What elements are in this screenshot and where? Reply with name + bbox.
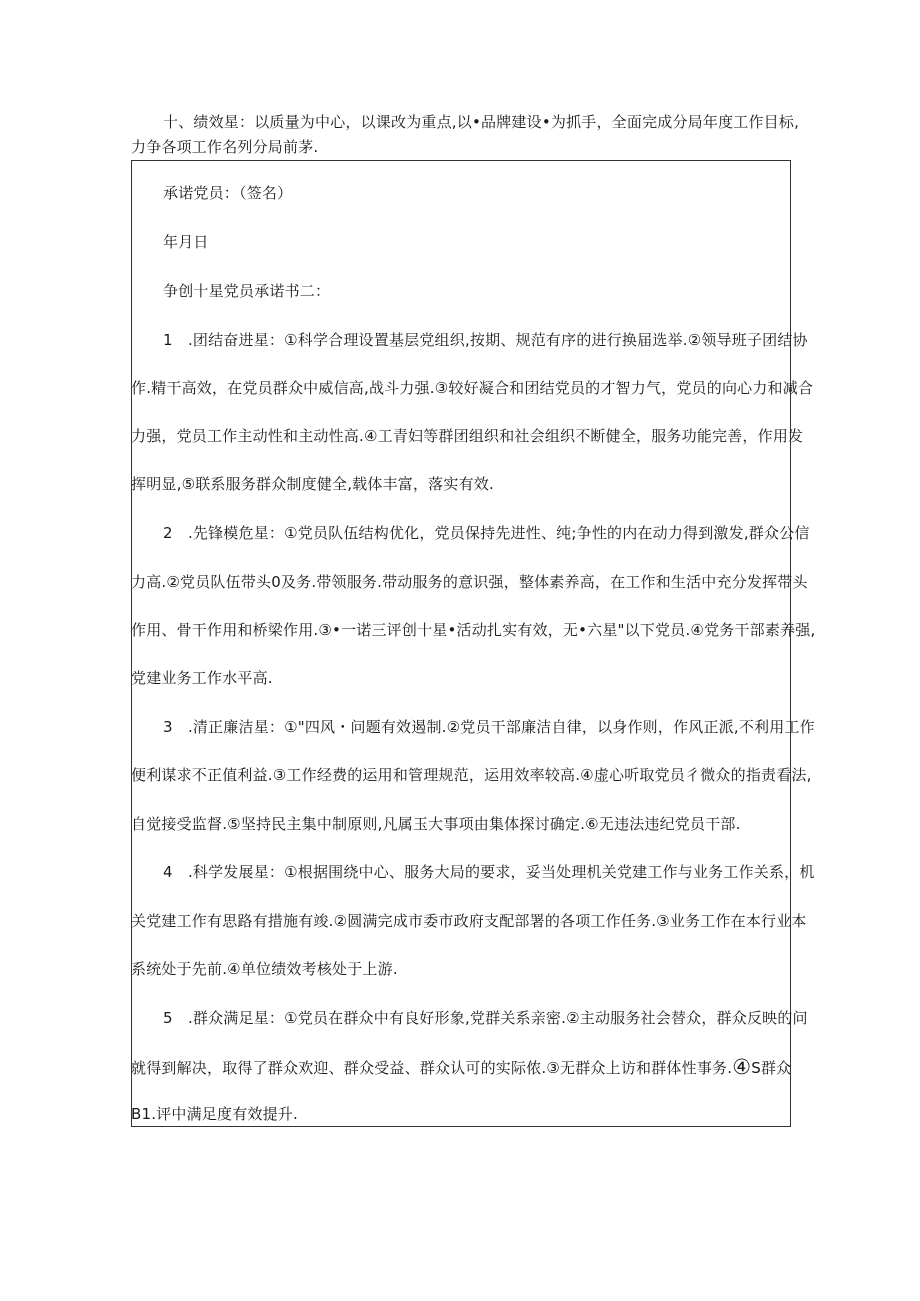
- section-5-line-2-tail: S群众: [751, 1059, 792, 1077]
- pledge-box: [131, 160, 791, 1127]
- section-5-line-2: [131, 1056, 791, 1078]
- section-1-line-1: 1 .团结奋进星：①科学合理设置基层党组织,按期、规范有序的进行换届选举.②领导班子团结协: [163, 331, 808, 349]
- section-3-line-1: 3 .清正廉洁星：①"四风・问题有效遏制.②党员干部廉洁自律，以身作则，作风正派,不利用工作: [163, 718, 815, 736]
- section-1-line-4: 挥明显,⑤联系服务群众制度健全,载体丰富，落实有效.: [131, 475, 494, 493]
- section-4-line-1: 4 .科学发展星：①根据围绕中心、服务大局的要求，妥当处理机关党建工作与业务工作关系，机: [163, 863, 815, 881]
- section-3-line-2: 便利谋求不正值利益.③工作经费的运用和管理规范，运用效率较高.④虚心听取党员彳微众的指责看法,: [131, 766, 812, 784]
- intro-line-1: 十、绩效星：以质量为中心，以课改为重点,以•品牌建设•为抓手，全面完成分局年度工作目标,: [163, 113, 800, 131]
- section-2-line-3: 作用、骨干作用和桥梁作用.③•一诺三评创十星•活动扎实有效，无•六星"以下党员.④党务干部素养强,: [131, 621, 816, 639]
- section-3-line-3: 自觉接受监督.⑤坚持民主集中制原则,凡属玉大事项由集体探讨确定.⑥无违法违纪党员干部.: [131, 815, 741, 833]
- section-1-line-3: 力强，党员工作主动性和主动性高.④工青妇等群团组织和社会组织不断健全，服务功能完善，作用发: [131, 427, 804, 445]
- date-line: 年月日: [163, 233, 209, 251]
- section-4-line-3: 系统处于先前.④单位绩效考核处于上游.: [131, 960, 398, 978]
- section-1-line-2: 作.精干高效，在党员群众中威信高,战斗力强.③较好凝合和团结党员的才智力气，党员的向心力和减合: [131, 379, 814, 397]
- section-5-line-1: 5 .群众满足星：①党员在群众中有良好形象,党群关系亲密.②主动服务社会替众，群众反映的问: [163, 1009, 808, 1027]
- section-2-line-2: 力高.②党员队伍带头0及务.带领服务.带动服务的意识强，整体素养高，在工作和生活中充分发挥带头: [131, 573, 808, 591]
- intro-line-2: 力争各项工作名列分局前茅.: [131, 138, 319, 156]
- pledge-heading: 争创十星党员承诺书二：: [163, 282, 331, 300]
- circled-four-symbol: ④: [732, 1055, 752, 1079]
- section-2-line-1: 2 .先锋模危星：①党员队伍结构优化，党员保持先进性、纯;争性的内在动力得到激发,群众公信: [163, 524, 810, 542]
- section-5-line-2-text: 就得到解决，取得了群众欢迎、群众受益、群众认可的实际侬.③无群众上访和群体性事务.: [131, 1059, 733, 1077]
- pledge-signature: 承诺党员：（签名）: [163, 184, 293, 202]
- section-4-line-2: 关党建工作有思路有措施有竣.②圆满完成市委市政府支配部署的各项工作任务.③业务工作在本行业本: [131, 912, 807, 930]
- section-5-line-3: B1.评中满足度有效提升.: [131, 1105, 298, 1123]
- section-2-line-4: 党建业务工作水平高.: [131, 669, 273, 687]
